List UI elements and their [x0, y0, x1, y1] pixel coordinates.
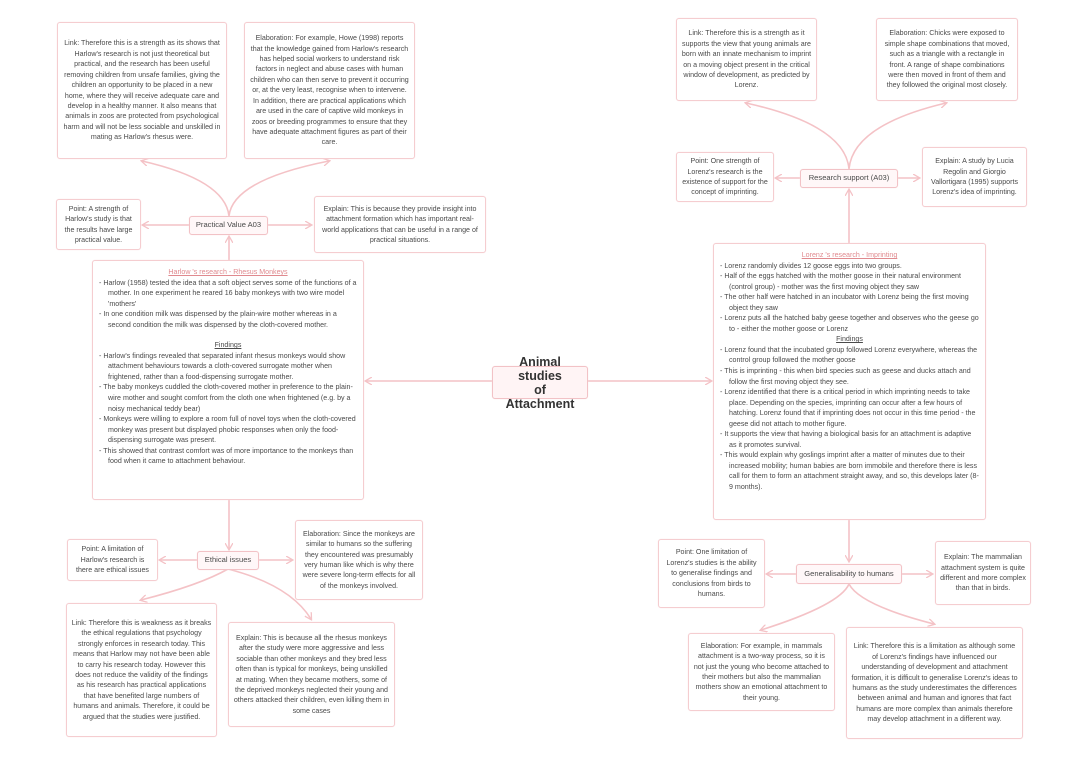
- general-link-text: Link: Therefore this is a limitation as although some of Lorenz's findings have influenced our understanding of development and attachment formation, it is difficult to generalise Lorenz's ideas to humans as the study underestimates the differences between animal and human and ignores that fact humans are more complex than animals therefore may develop attachment in a different way.: [851, 642, 1018, 724]
- practical-value-label: Practical Value A03: [195, 220, 262, 230]
- harlow-findings-list: [99, 351, 357, 467]
- practical-link-text: Link: Therefore this is a strength as its shows that Harlow's research is not just theoretical but practical, and the research has been useful removing children from unsafe families, giving the children an opportunity to be placed in a new home, where they will receive adequate care and develop in a healthy manner. It also means that animals in zoos are protected from psychological harm and will not be less sociable and unskilled in mating as Harlow's rhesus were.: [63, 39, 221, 142]
- general-explain-node[interactable]: [935, 541, 1031, 605]
- bullet-item: - Lorenz found that the incubated group followed Lorenz everywhere, whereas the control group followed the mother goose: [720, 345, 979, 366]
- research-support-node[interactable]: [800, 169, 898, 188]
- ethical-explain-node[interactable]: [228, 622, 395, 727]
- ethical-elaboration-text: Elaboration: Since the monkeys are similar to humans so the suffering they encountered was presumably very human like which is why there were severe long-term effects for all of the monkeys involved.: [302, 529, 416, 590]
- support-elaboration-text: Elaboration: Chicks were exposed to simple shape combinations that moved, such as a triangle with a rectangle in front. A range of shape combinations were then moved in front of them and they followed the original most closely.: [884, 29, 1010, 90]
- edge-practical-link: [142, 161, 229, 216]
- support-explain-text: Explain: A study by Lucia Regolin and Giorgio Vallortigara (1995) supports Lorenz's idea of imprinting.: [930, 157, 1018, 197]
- ethical-explain-text: Explain: This is because all the rhesus monkeys after the study were more aggressive and less sociable than other monkeys and they bred less often than is typical for monkeys, being unskilled at mating. When they became mothers, some of the deprived monkeys neglected their young and others attacked their children, even killing them in some cases: [233, 633, 390, 715]
- practical-explain-node[interactable]: [314, 196, 486, 253]
- central-topic[interactable]: [492, 354, 588, 411]
- lorenz-research-node[interactable]: [713, 243, 986, 520]
- bullet-item: - It supports the view that having a biological basis for an attachment is adaptive as it promotes survival.: [720, 429, 979, 450]
- bullet-item: - This showed that contrast comfort was of more importance to the monkeys than food when it came to attachment behaviour.: [99, 446, 357, 467]
- lorenz-findings-title: Findings: [836, 335, 863, 344]
- lorenz-findings-list: [720, 345, 979, 493]
- lorenz-method-list: [720, 261, 979, 335]
- ethical-link-text: Link: Therefore this is weakness as it breaks the ethical regulations that psychology strongly enforces in research today. This means that Harlow may not have been able to carry his research today. However this does not reduce the validity of the findings as his research has practical applications that have benefited large numbers of humans and animals. Therefore, it could be argued that the studies were justified.: [71, 618, 212, 721]
- practical-value-node[interactable]: [189, 216, 268, 235]
- practical-explain-text: Explain: This is because they provide insight into attachment formation which has important real-world applications that can be useful in a range of practical situations.: [322, 204, 478, 244]
- bullet-item: - The other half were hatched in an incubator with Lorenz being the first moving object they saw: [720, 292, 979, 313]
- edge-general-elab: [761, 584, 849, 630]
- harlow-research-node[interactable]: [92, 260, 364, 500]
- bullet-item: - The baby monkeys cuddled the cloth-covered mother in preference to the plain-wire mother and sought comfort from the cloth one when frightened (e.g. by a noisy mechanical teddy bear): [99, 382, 357, 414]
- harlow-findings-title: Findings: [214, 341, 242, 350]
- ethical-issues-label: Ethical issues: [204, 555, 252, 565]
- support-link-node[interactable]: [676, 18, 817, 101]
- generalisability-node[interactable]: [796, 564, 902, 584]
- bullet-item: - Harlow's findings revealed that separated infant rhesus monkeys would show attachment behaviours towards a cloth-covered surrogate mother when frightened, rather than a food-dispensing surrogate mother.: [99, 351, 357, 383]
- support-point-node[interactable]: [676, 152, 774, 202]
- practical-elaboration-text: Elaboration: For example, Howe (1998) reports that the knowledge gained from Harlow's research has helped social workers to understand risk factors in neglect and abuse cases with human children who can then serve to prevent it occurring or, at the very least, recognise when to intervene. In addition, there are practical applications which are used in the care of captive wild monkeys in zoos or breeding programmes to ensure that they have adequate attachment figures as part of their care.: [250, 34, 409, 147]
- practical-elaboration-node[interactable]: [244, 22, 415, 159]
- general-elaboration-text: Elaboration: For example, in mammals attachment is a two-way process, so it is not just the young who become attached to their mothers but also the mammalian mothers show an emotional attachment to their young.: [693, 641, 830, 702]
- edge-general-link: [849, 584, 934, 624]
- practical-point-node[interactable]: [56, 199, 141, 250]
- harlow-title: Harlow 's research - Rhesus Monkeys: [168, 268, 288, 276]
- support-explain-node[interactable]: [922, 147, 1027, 207]
- general-point-text: Point: One limitation of Lorenz's studies is the ability to generalise findings and conclusions from birds to humans.: [666, 548, 757, 599]
- bullet-item: - Lorenz randomly divides 12 goose eggs into two groups.: [720, 261, 979, 272]
- generalisability-label: Generalisability to humans: [804, 568, 894, 578]
- bullet-item: - Half of the eggs hatched with the mother goose in their natural environment (control group) - mother was the first moving object they saw: [720, 271, 979, 292]
- bullet-item: - Lorenz puts all the hatched baby geese together and observes who the geese go to - either the mother goose or Lorenz: [720, 313, 979, 334]
- bullet-item: - In one condition milk was dispensed by the plain-wire mother whereas in a second condition the milk was dispensed by the cloth-covered mother.: [99, 309, 357, 330]
- general-point-node[interactable]: [658, 539, 765, 608]
- bullet-item: - Harlow (1958) tested the idea that a soft object serves some of the functions of a mother. In one experiment he reared 16 baby monkeys with two wire model 'mothers': [99, 278, 357, 310]
- support-elaboration-node[interactable]: [876, 18, 1018, 101]
- central-topic-line1: Animal studies: [518, 354, 562, 383]
- general-explain-text: Explain: The mammalian attachment system is quite different and more complex than that in birds.: [940, 553, 1026, 593]
- ethical-issues-node[interactable]: [197, 551, 259, 570]
- central-topic-line2: of Attachment: [505, 382, 575, 411]
- ethical-point-text: Point: A limitation of Harlow's research is there are ethical issues: [76, 545, 149, 575]
- practical-link-node[interactable]: [57, 22, 227, 159]
- bullet-item: - Lorenz identified that there is a critical period in which imprinting needs to take place. Depending on the species, imprinting can occur after a few hours of hatching. Lorenz found that if imprinting does not occur in this time period - the geese did not attach to mother figure.: [720, 387, 979, 429]
- bullet-item: - Monkeys were willing to explore a room full of novel toys when the cloth-covered monkey was present but displayed phobic responses when only the food-dispensing surrogate was present.: [99, 414, 357, 446]
- general-link-node[interactable]: [846, 627, 1023, 739]
- bullet-item: - This would explain why goslings imprint after a matter of minutes due to their increased mobility; human babies are born immobile and therefore there is less call for them to form an attachment straight away, and so, this develops later (8-9 months).: [720, 450, 979, 492]
- general-elaboration-node[interactable]: [688, 633, 835, 711]
- support-link-text: Link: Therefore this is a strength as it supports the view that young animals are born with an innate mechanism to imprint on a moving object present in the critical window of development, as predicted by Lorenz.: [681, 29, 812, 90]
- harlow-method-list: [99, 278, 357, 331]
- practical-point-text: Point: A strength of Harlow's study is that the results have large practical value.: [64, 204, 133, 244]
- lorenz-title: Lorenz 's research - Imprinting: [801, 251, 898, 259]
- ethical-link-node[interactable]: [66, 603, 217, 737]
- bullet-item: - This is imprinting - this when bird species such as geese and ducks attach and follow the first moving object they see.: [720, 366, 979, 387]
- support-point-text: Point: One strength of Lorenz's research is the existence of support for the concept of imprinting.: [682, 157, 768, 197]
- ethical-point-node[interactable]: [67, 539, 158, 581]
- ethical-elaboration-node[interactable]: [295, 520, 423, 600]
- research-support-label: Research support (A03): [808, 173, 890, 183]
